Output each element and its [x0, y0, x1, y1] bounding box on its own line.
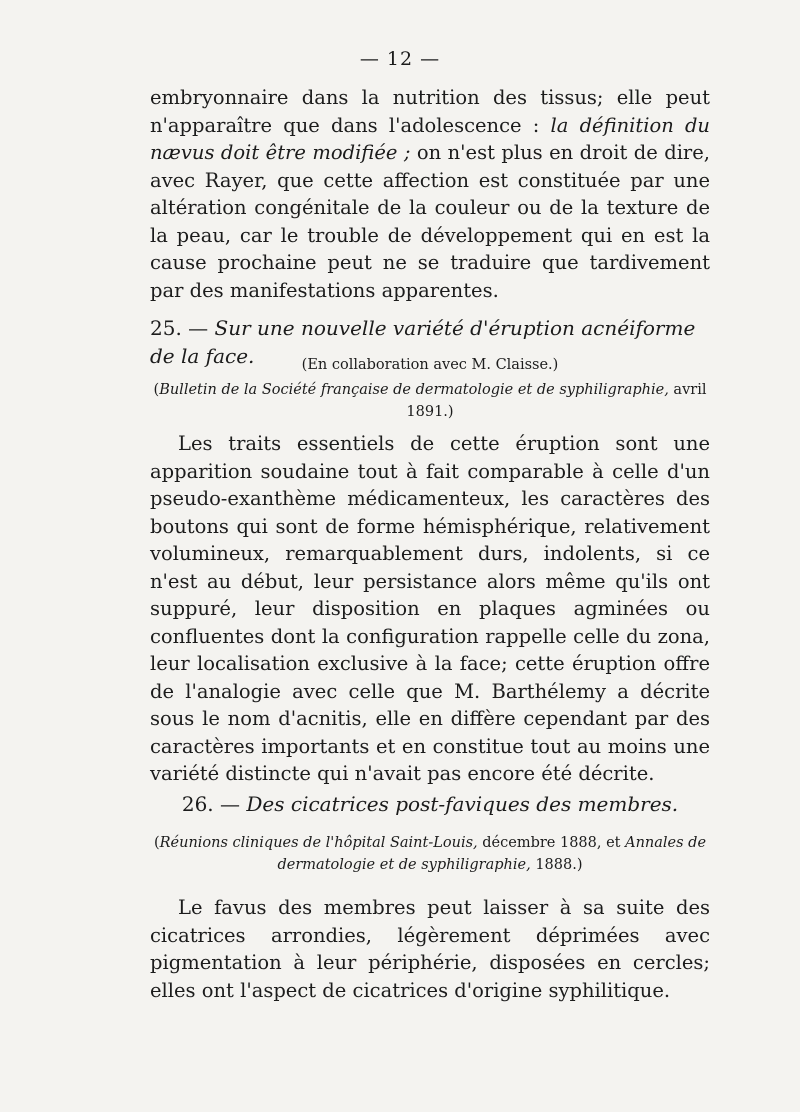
section-26-number: 26. —	[181, 792, 241, 816]
intro-text: embryonnaire dans la nutrition des tissus; elle peut n'apparaître que dans l'adolescence :	[150, 86, 710, 137]
section-26-reference	[150, 832, 710, 876]
intro-text-rest: on n'est plus en droit de dire, avec Rayer, que cette affection est constituée par une altération congénitale de la couleur ou de la texture de la peau, car le trouble de développement qui en est la cause prochaine peut ne se traduire que tardivement par des manifestations apparentes.	[150, 141, 710, 302]
section-26-body: Le favus des membres peut laisser à sa suite des cicatrices arrondies, légèrement déprimées avec pigmentation à leur périphérie, disposées en cercles; elles ont l'aspect de cicatrices d'origine syphilitique.	[150, 896, 710, 1002]
reference-journal: Annales de dermatologie et de syphiligraphie,	[277, 835, 707, 873]
section-25-reference	[150, 379, 710, 423]
reference-open-paren: (	[153, 382, 160, 398]
section-25-body: Les traits essentiels de cette éruption sont une apparition soudaine tout à fait comparable à celle d'un pseudo-exanthème médicamenteux, les caractères des boutons qui sont de forme hémisphérique, relativement volumineux, remarquablement durs, indolents, si ce n'est au début, leur persistance alors même qu'ils ont suppuré, leur disposition en plaques agminées ou confluentes dont la configuration rappelle celle du zona, leur localisation exclusive à la face; cette éruption offre de l'analogie avec celle que M. Barthélemy a décrite sous le nom d'acnitis, elle en diffère cependant par des caractères importants et en constitue tout au moins une variété distincte qui n'avait pas encore été décrite.	[150, 432, 710, 785]
reference-year: 1888.)	[535, 857, 583, 873]
page-number: — 12 —	[359, 48, 441, 70]
reference-meeting: Réunions cliniques de l'hôpital Saint-Louis,	[159, 835, 478, 851]
reference-date: décembre 1888, et	[482, 835, 621, 851]
section-25-number: 25. —	[150, 316, 209, 340]
intro-italic-text: la définition du nævus doit être modifiée ;	[150, 113, 710, 164]
section-25-collaboration: (En collaboration avec M. Claisse.)	[301, 357, 559, 373]
section-25-title: Sur une nouvelle variété d'éruption acnéiforme de la face.	[150, 316, 696, 368]
reference-open-paren: (	[153, 835, 160, 851]
section-26-title: Des cicatrices post-faviques des membres.	[246, 792, 679, 816]
reference-date: avril 1891.)	[406, 382, 707, 420]
section-26-heading	[150, 790, 710, 818]
reference-journal: Bulletin de la Société française de dermatologie et de syphiligraphie,	[159, 382, 669, 398]
intro-paragraph	[150, 84, 710, 304]
